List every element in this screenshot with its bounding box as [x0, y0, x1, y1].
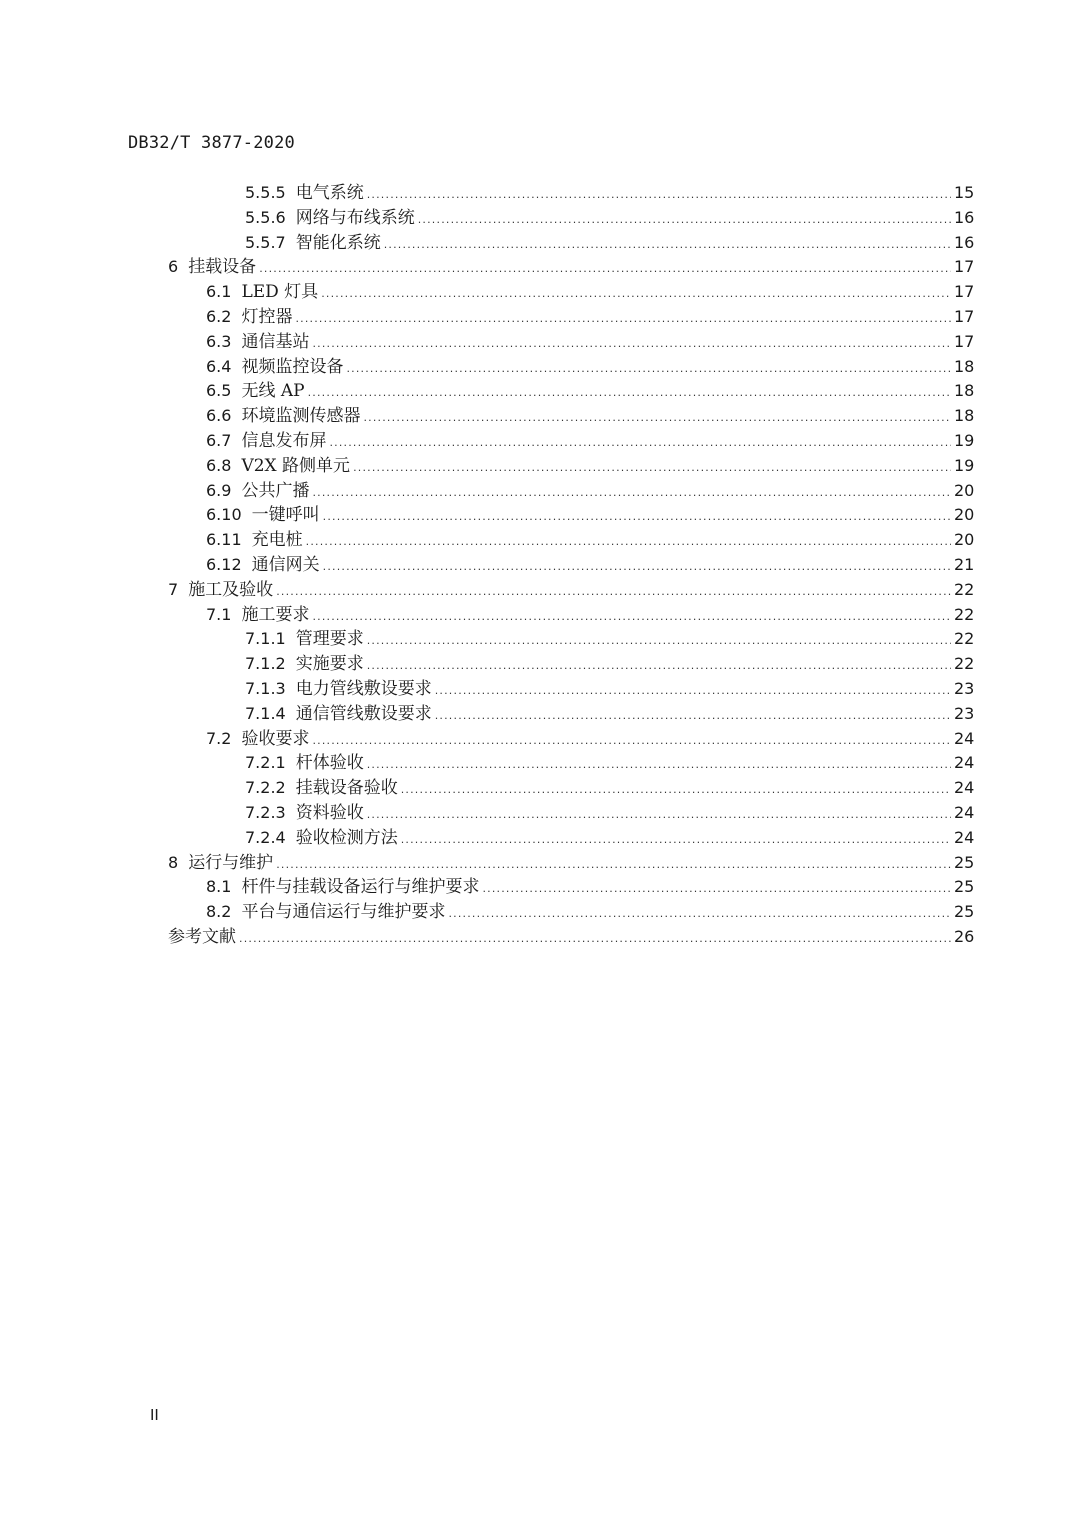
toc-entry-number: 7.2.4: [245, 827, 286, 847]
toc-entry[interactable]: [0, 652, 1080, 677]
toc-entry-page: 23: [954, 678, 975, 698]
toc-entry-page: 17: [954, 306, 975, 326]
toc-entry-number: 6.12: [206, 554, 242, 574]
toc-entry[interactable]: [0, 801, 1080, 826]
toc-entry-page: 20: [954, 530, 975, 550]
toc-entry[interactable]: [0, 206, 1080, 231]
toc-entry-title: 挂载设备: [188, 257, 257, 278]
toc-entry-title: 杆体验收: [295, 753, 364, 774]
toc-entry-page: 17: [954, 331, 975, 351]
dot-leader: [367, 183, 951, 208]
toc-entry-title: 通信管线敷设要求: [295, 703, 432, 724]
dot-leader: [276, 853, 951, 878]
dot-leader: [346, 357, 951, 382]
toc-entry[interactable]: [0, 751, 1080, 776]
toc-entry-page: 22: [954, 579, 975, 599]
toc-entry-page: 22: [954, 629, 975, 649]
dot-leader: [323, 555, 951, 580]
page-number: II: [150, 1406, 159, 1424]
toc-entry-number: 7.2.3: [245, 802, 286, 822]
toc-entry-title: 管理要求: [295, 629, 364, 650]
dot-leader: [418, 208, 951, 233]
toc-entry[interactable]: [0, 429, 1080, 454]
dot-leader: [321, 282, 951, 307]
toc-entry-title: 验收要求: [241, 728, 310, 749]
toc-entry-page: 24: [954, 728, 975, 748]
dot-leader: [367, 654, 951, 679]
toc-entry-title: 视频监控设备: [241, 356, 344, 377]
toc-entry-page: 22: [954, 604, 975, 624]
toc-entry[interactable]: [0, 627, 1080, 652]
dot-leader: [384, 233, 951, 258]
toc-entry[interactable]: [0, 181, 1080, 206]
toc-entry-title: 验收检测方法: [295, 827, 398, 848]
toc-entry[interactable]: [0, 826, 1080, 851]
toc-entry-page: 18: [954, 406, 975, 426]
dot-leader: [259, 257, 951, 282]
toc-entry[interactable]: [0, 776, 1080, 801]
toc-entry-title: 智能化系统: [295, 232, 381, 253]
toc-entry-title: 电气系统: [295, 183, 364, 203]
toc-entry[interactable]: [0, 851, 1080, 876]
toc-entry-title: 参考文献: [168, 926, 236, 947]
toc-entry-title: 运行与维护: [188, 852, 274, 873]
toc-entry-page: 16: [954, 207, 975, 227]
dot-leader: [367, 803, 951, 828]
toc-entry-page: 25: [954, 902, 975, 922]
toc-entry-title: 通信网关: [251, 554, 320, 575]
dot-leader: [239, 927, 951, 952]
dot-leader: [312, 605, 951, 630]
toc-entry-title: 信息发布屏: [241, 430, 327, 451]
dot-leader: [367, 629, 951, 654]
toc-entry[interactable]: [0, 479, 1080, 504]
toc-entry-number: 7.1.4: [245, 703, 286, 723]
document-code: DB32/T 3877-2020: [128, 133, 295, 153]
dot-leader: [295, 307, 951, 332]
toc-entry-page: 20: [954, 480, 975, 500]
dot-leader: [482, 877, 951, 902]
dot-leader: [329, 431, 951, 456]
toc-entry-number: 7: [168, 579, 179, 599]
toc-entry-title: 资料验收: [295, 802, 364, 823]
toc-entry-title: 平台与通信运行与维护要求: [241, 902, 446, 923]
toc-entry-page: 17: [954, 257, 975, 277]
dot-leader: [363, 406, 951, 431]
toc-entry-title: 实施要求: [295, 654, 364, 675]
toc-entry-page: 19: [954, 455, 975, 475]
toc-entry[interactable]: [0, 900, 1080, 925]
toc-entry-title: 环境监测传感器: [241, 406, 361, 427]
dot-leader: [401, 828, 951, 853]
dot-leader: [323, 505, 951, 530]
toc-entry-page: 21: [954, 554, 975, 574]
toc-entry-title: 无线 AP: [241, 381, 305, 402]
toc-entry-number: 7.2.1: [245, 753, 286, 773]
toc-entry-page: 26: [954, 926, 975, 946]
toc-entry-number: 8: [168, 852, 179, 872]
toc-entry-number: 7.1.2: [245, 654, 286, 674]
toc-entry-page: 24: [954, 753, 975, 773]
toc-entry-number: 7.2.2: [245, 778, 286, 798]
toc-entry-page: 18: [954, 356, 975, 376]
toc-entry-number: 7.1.1: [245, 629, 286, 649]
dot-leader: [312, 481, 951, 506]
toc-entry-number: 7.1.3: [245, 678, 286, 698]
toc-entry[interactable]: [0, 553, 1080, 578]
toc-entry-page: 18: [954, 381, 975, 401]
toc-entry-page: 23: [954, 703, 975, 723]
toc-entry-number: 5.5.5: [245, 183, 286, 202]
dot-leader: [401, 778, 951, 803]
toc-entry-number: 7.2: [206, 728, 232, 748]
toc-entry-page: 17: [954, 282, 975, 302]
dot-leader: [448, 902, 951, 927]
toc-entry[interactable]: [0, 603, 1080, 628]
toc-entry[interactable]: [0, 255, 1080, 280]
toc-entry[interactable]: [0, 454, 1080, 479]
toc-entry[interactable]: [0, 727, 1080, 752]
toc-entry[interactable]: [0, 528, 1080, 553]
dot-leader: [308, 381, 951, 406]
dot-leader: [312, 332, 951, 357]
toc-entry-number: 6.4: [206, 356, 232, 376]
toc-entry-number: 6.1: [206, 282, 232, 302]
dot-leader: [435, 704, 951, 729]
toc-entry[interactable]: [0, 379, 1080, 404]
toc-entry-number: 8.1: [206, 877, 232, 897]
toc-entry-page: 19: [954, 430, 975, 450]
toc-entry-page: 15: [954, 183, 975, 202]
toc-entry-number: 6: [168, 257, 179, 277]
toc-entry-title: 施工及验收: [188, 579, 274, 600]
toc-entry[interactable]: [0, 875, 1080, 900]
toc-entry-number: 7.1: [206, 604, 232, 624]
toc-entry-number: 6.3: [206, 331, 232, 351]
dot-leader: [367, 753, 951, 778]
toc-entry-number: 6.8: [206, 455, 232, 475]
toc-entry-title: 施工要求: [241, 604, 310, 625]
dot-leader: [435, 679, 951, 704]
toc-entry-page: 22: [954, 654, 975, 674]
toc-entry-page: 24: [954, 827, 975, 847]
toc-entry-title: 通信基站: [241, 331, 310, 352]
toc-entry-page: 25: [954, 852, 975, 872]
toc-entry[interactable]: [0, 702, 1080, 727]
toc-entry[interactable]: [0, 404, 1080, 429]
toc-entry[interactable]: [0, 231, 1080, 256]
toc-entry-number: 6.9: [206, 480, 232, 500]
toc-entry-page: 20: [954, 505, 975, 525]
toc-entry-number: 5.5.6: [245, 207, 286, 227]
toc-entry-title: 一键呼叫: [251, 505, 320, 526]
toc-entry-number: 6.7: [206, 430, 232, 450]
table-of-contents: [0, 181, 1080, 950]
toc-entry[interactable]: [0, 677, 1080, 702]
toc-entry-number: 6.11: [206, 530, 242, 550]
toc-entry-page: 24: [954, 778, 975, 798]
toc-entry[interactable]: [0, 305, 1080, 330]
toc-entry-title: 电力管线敷设要求: [295, 678, 432, 699]
dot-leader: [312, 729, 951, 754]
toc-entry-number: 6.5: [206, 381, 232, 401]
toc-entry-title: V2X 路侧单元: [241, 455, 351, 476]
toc-entry-number: 6.2: [206, 306, 232, 326]
dot-leader: [353, 456, 951, 481]
toc-entry-title: 公共广播: [241, 480, 310, 501]
toc-entry-title: LED 灯具: [241, 282, 319, 303]
toc-entry-title: 灯控器: [241, 306, 293, 327]
dot-leader: [276, 580, 951, 605]
toc-entry-page: 16: [954, 232, 975, 252]
toc-entry-title: 充电桩: [251, 530, 303, 551]
toc-entry-title: 杆件与挂载设备运行与维护要求: [241, 877, 480, 898]
toc-entry-title: 挂载设备验收: [295, 778, 398, 799]
toc-entry[interactable]: [0, 330, 1080, 355]
toc-entry-page: 24: [954, 802, 975, 822]
dot-leader: [306, 530, 951, 555]
toc-entry-number: 8.2: [206, 902, 232, 922]
toc-entry-number: 6.10: [206, 505, 242, 525]
toc-entry-page: 25: [954, 877, 975, 897]
toc-entry[interactable]: [0, 925, 1080, 950]
toc-entry[interactable]: [0, 503, 1080, 528]
toc-entry[interactable]: [0, 280, 1080, 305]
toc-entry[interactable]: [0, 355, 1080, 380]
toc-entry-number: 5.5.7: [245, 232, 286, 252]
toc-entry[interactable]: [0, 578, 1080, 603]
toc-entry-title: 网络与布线系统: [295, 207, 415, 228]
toc-entry-number: 6.6: [206, 406, 232, 426]
